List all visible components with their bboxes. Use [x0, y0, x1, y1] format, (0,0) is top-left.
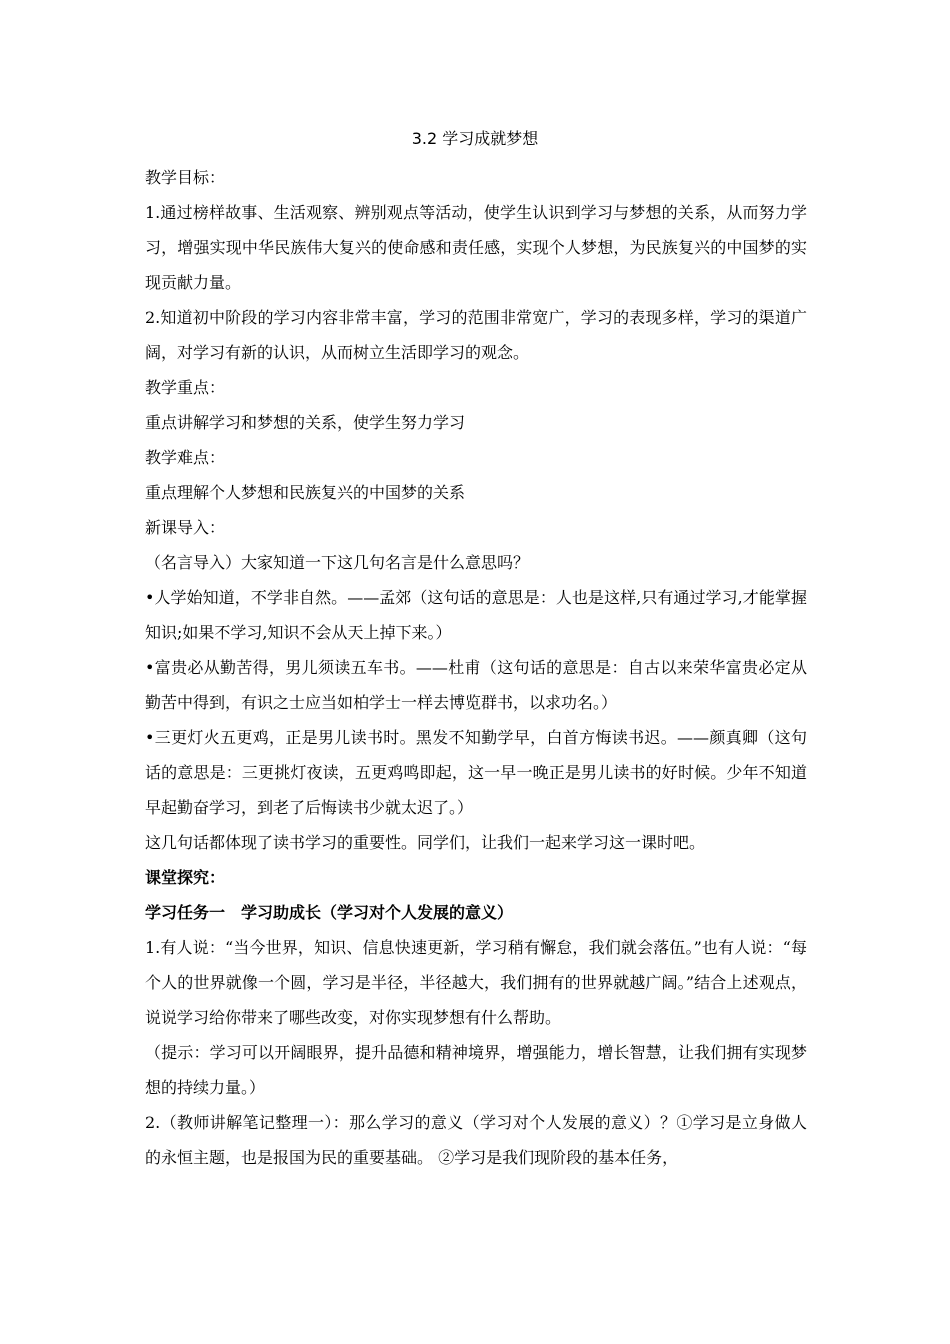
- difficulties-text: 重点理解个人梦想和民族复兴的中国梦的关系: [145, 483, 466, 502]
- task-one-hint: （提示：学习可以开阔眼界，提升品德和精神境界，增强能力，增长智慧，让我们拥有实现梦想的持续力量。）: [145, 1043, 807, 1097]
- objective-1: 1.通过榜样故事、生活观察、辨别观点等活动，使学生认识到学习与梦想的关系，从而努力学习，增强实现中华民族伟大复兴的使命感和责任感，实现个人梦想，为民族复兴的中国梦的实现贡献力量。: [145, 203, 807, 292]
- intro-summary: 这几句话都体现了读书学习的重要性。同学们，让我们一起来学习这一课时吧。: [145, 833, 706, 852]
- teacher-notes: 2.（教师讲解笔记整理一）：那么学习的意义（学习对个人发展的意义）？①学习是立身做人的永恒主题，也是报国为民的重要基础。 ②学习是我们现阶段的基本任务，: [145, 1113, 807, 1167]
- quote-dufu: •富贵必从勤苦得，男儿须读五车书。——杜甫（这句话的意思是：自古以来荣华富贵必定从勤苦中得到，有识之士应当如柏学士一样去博览群书，以求功名。）: [145, 658, 807, 712]
- quote-mengjiao: •人学始知道，不学非自然。——孟郊（这句话的意思是：人也是这样,只有通过学习,才能掌握知识;如果不学习,知识不会从天上掉下来。）: [145, 588, 807, 642]
- task-one-question: 1.有人说：“当今世界，知识、信息快速更新，学习稍有懈怠，我们就会落伍。”也有人说：“每个人的世界就像一个圆，学习是半径，半径越大，我们拥有的世界就越广阔。”结合上述观点，说说学习给你带来了哪些改变，对你实现梦想有什么帮助。: [145, 938, 807, 1027]
- heading-key-points: 教学重点：: [145, 378, 226, 397]
- heading-classroom-inquiry: 课堂探究：: [145, 868, 226, 887]
- document-body: [145, 160, 807, 1175]
- intro-question: （名言导入）大家知道一下这几句名言是什么意思吗？: [145, 553, 530, 572]
- objective-2: 2.知道初中阶段的学习内容非常丰富，学习的范围非常宽广，学习的表现多样，学习的渠道广阔，对学习有新的认识，从而树立生活即学习的观念。: [145, 308, 807, 362]
- heading-introduction: 新课导入：: [145, 518, 226, 537]
- document-title: 3.2 学习成就梦想: [411, 129, 539, 148]
- heading-difficulties: 教学难点：: [145, 448, 226, 467]
- key-points-text: 重点讲解学习和梦想的关系，使学生努力学习: [145, 413, 466, 432]
- heading-objectives: 教学目标：: [145, 168, 226, 187]
- quote-yanzhenqing: •三更灯火五更鸡，正是男儿读书时。黑发不知勤学早，白首方悔读书迟。——颜真卿（这句话的意思是：三更挑灯夜读，五更鸡鸣即起，这一早一晚正是男儿读书的好时候。少年不知道早起勤奋学习，到老了后悔读书少就太迟了。）: [145, 728, 807, 817]
- heading-task-one: 学习任务一 学习助成长（学习对个人发展的意义）: [145, 903, 514, 922]
